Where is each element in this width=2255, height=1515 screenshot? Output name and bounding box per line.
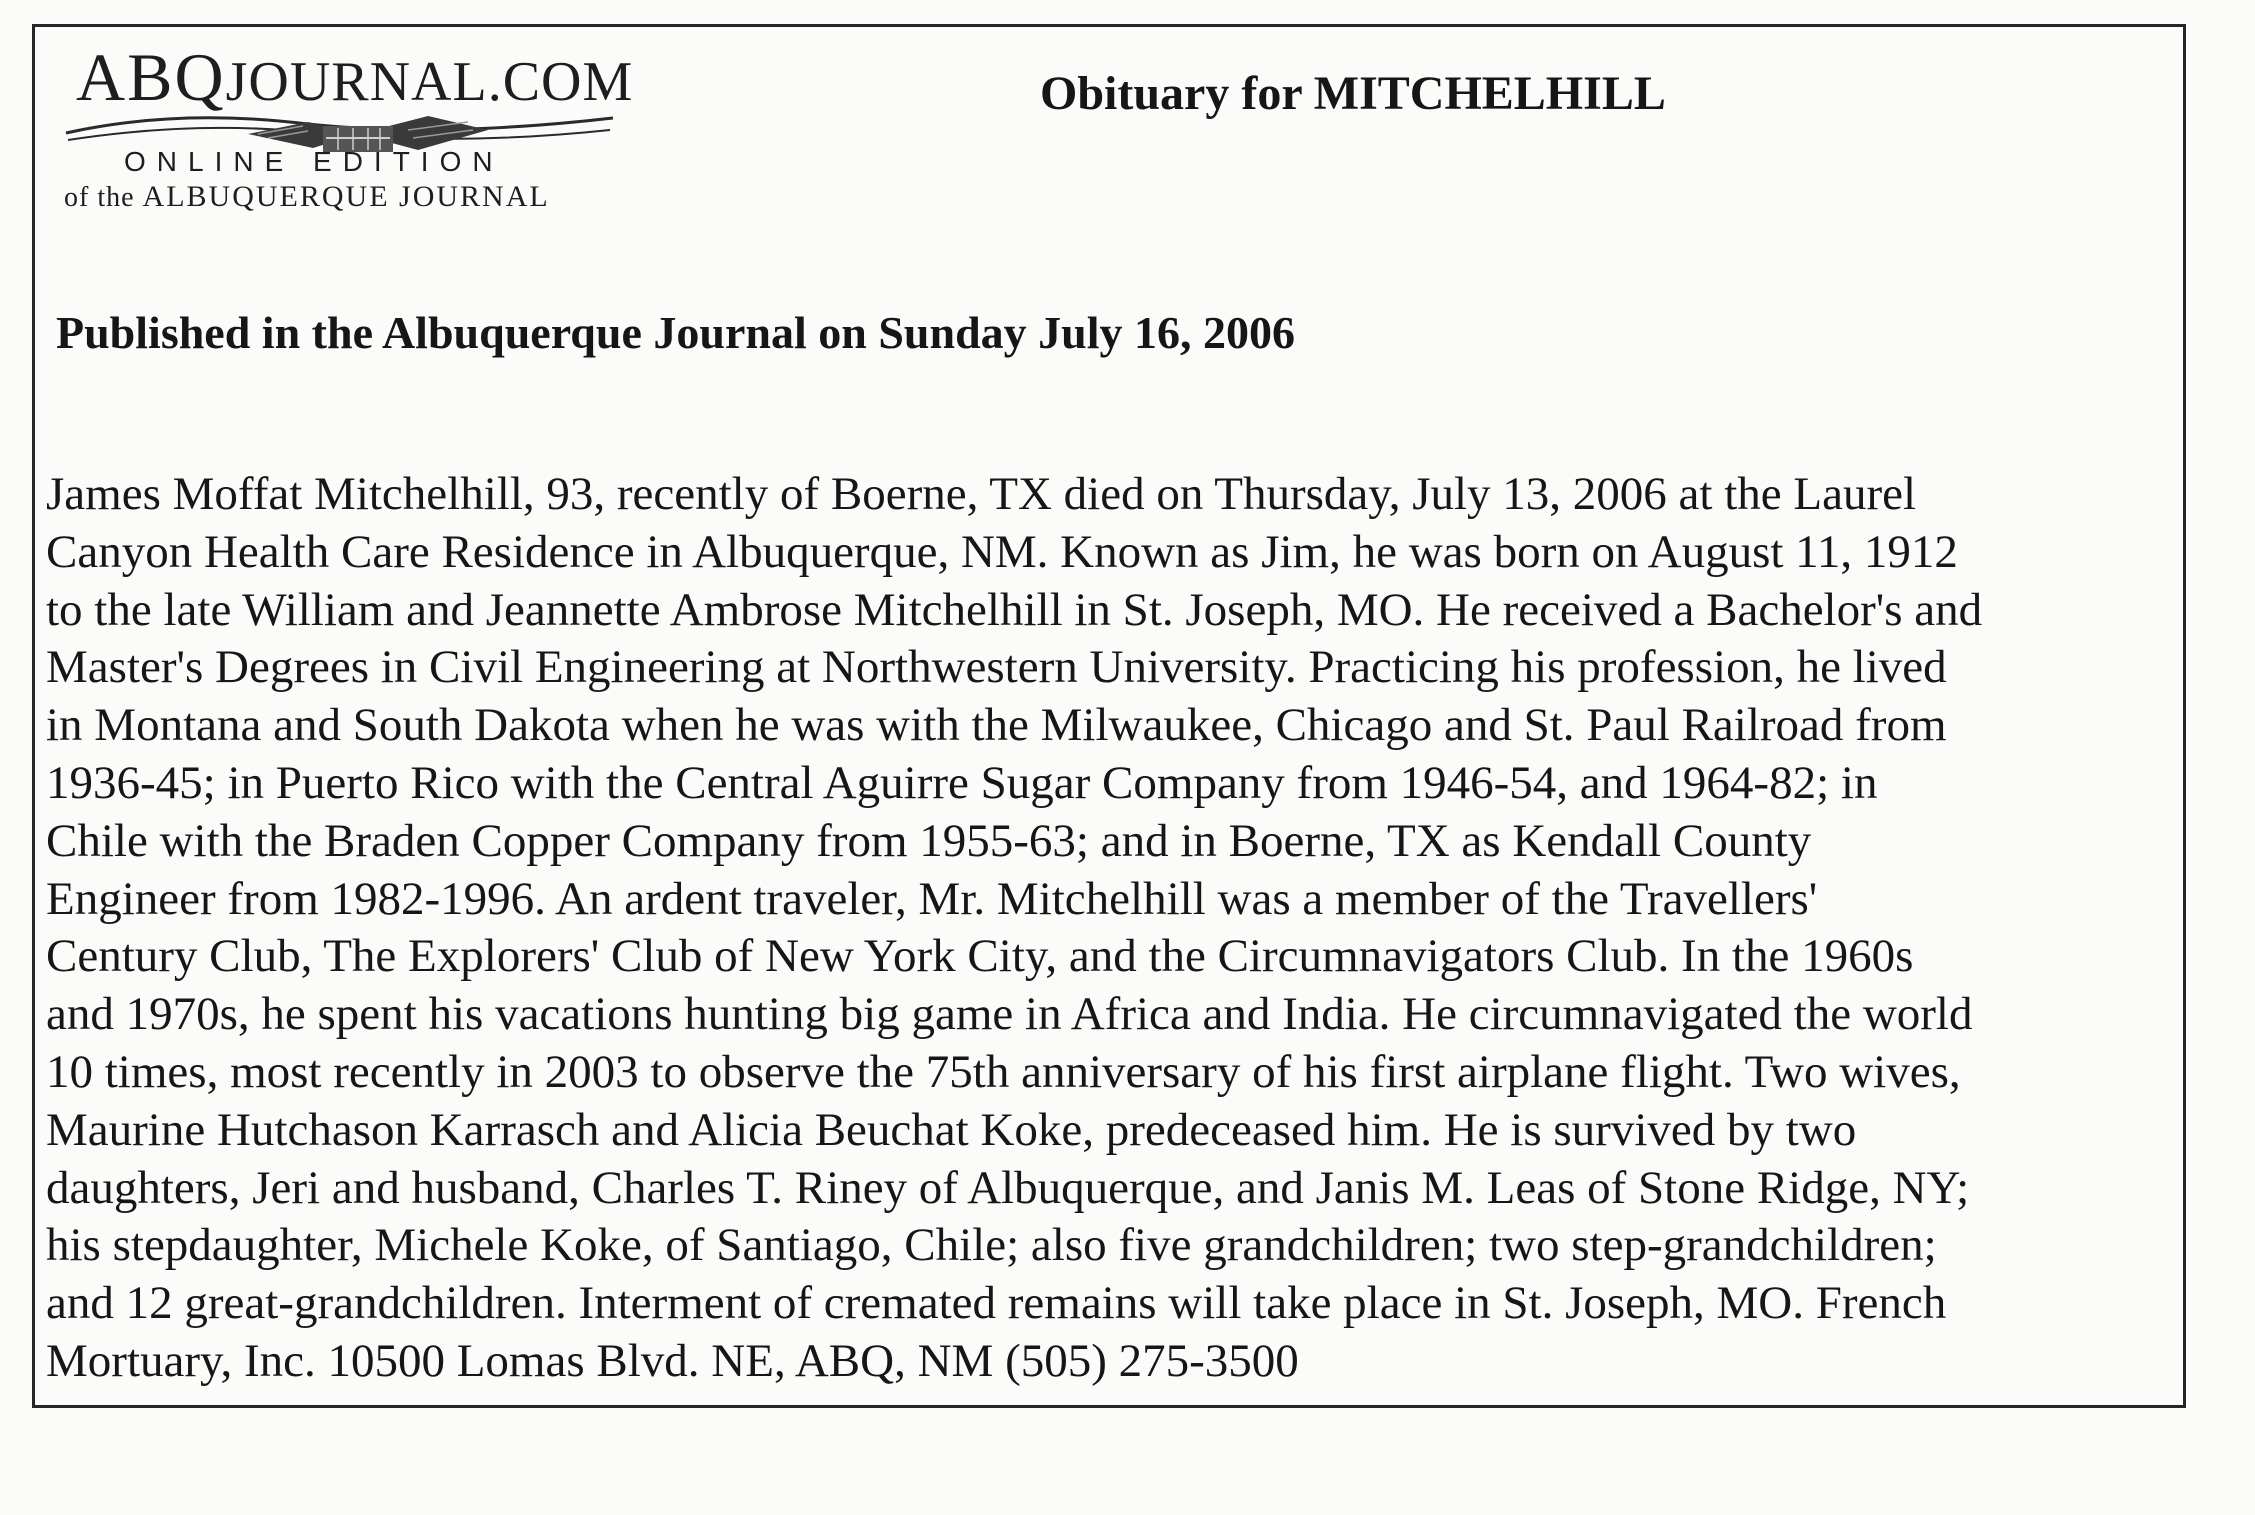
abqjournal-logo <box>58 38 634 218</box>
obituary-line: Master's Degrees in Civil Engineering at Northwestern University. Practicing his profession, he lived <box>46 641 1947 694</box>
page-title: Obituary for MITCHELHILL <box>1040 67 1666 120</box>
obituary-line: Canyon Health Care Residence in Albuquerque, NM. Known as Jim, he was born on August 11, 1912 <box>46 525 1958 578</box>
obituary-line: daughters, Jeri and husband, Charles T. Riney of Albuquerque, and Janis M. Leas of Stone Ridge, NY; <box>46 1161 1970 1214</box>
obituary-line: Maurine Hutchason Karrasch and Alicia Beuchat Koke, predeceased him. He is survived by two <box>46 1103 1857 1156</box>
obituary-line: 1936-45; in Puerto Rico with the Central Aguirre Sugar Company from 1946-54, and 1964-82; in <box>46 756 1878 809</box>
obituary-line: James Moffat Mitchelhill, 93, recently of Boerne, TX died on Thursday, July 13, 2006 at the Laurel <box>46 468 1917 520</box>
obituary-line: and 12 great-grandchildren. Interment of cremated remains will take place in St. Joseph, MO. French <box>46 1277 1947 1330</box>
logo-edition-label: ONLINE EDITION <box>124 146 504 177</box>
obituary-line: and 1970s, he spent his vacations hunting big game in Africa and India. He circumnavigated the world <box>46 988 1973 1041</box>
logo-wordmark: ABQJOURNAL.COM <box>76 39 634 115</box>
publication-date-line: Published in the Albuquerque Journal on Sunday July 16, 2006 <box>56 307 1296 358</box>
obituary-line: in Montana and South Dakota when he was with the Milwaukee, Chicago and St. Paul Railroad from <box>46 699 1947 752</box>
obituary-line: Century Club, The Explorers' Club of New York City, and the Circumnavigators Club. In the 1960s <box>46 930 1914 983</box>
logo-subtitle: of the ALBUQUERQUE JOURNAL <box>64 180 550 213</box>
obituary-line: 10 times, most recently in 2003 to observe the 75th anniversary of his first airplane flight. Two wives, <box>46 1045 1961 1098</box>
obituary-line: his stepdaughter, Michele Koke, of Santiago, Chile; also five grandchildren; two step-grandchildren; <box>46 1219 1937 1272</box>
obituary-body <box>46 466 2176 1391</box>
obituary-line: to the late William and Jeannette Ambrose Mitchelhill in St. Joseph, MO. He received a Bachelor's and <box>46 583 1983 636</box>
obituary-line: Engineer from 1982-1996. An ardent traveler, Mr. Mitchelhill was a member of the Travellers' <box>46 872 1818 925</box>
obituary-line: Mortuary, Inc. 10500 Lomas Blvd. NE, ABQ, NM (505) 275-3500 <box>46 1334 1299 1387</box>
obituary-line: Chile with the Braden Copper Company from 1955-63; and in Boerne, TX as Kendall County <box>46 814 1812 867</box>
